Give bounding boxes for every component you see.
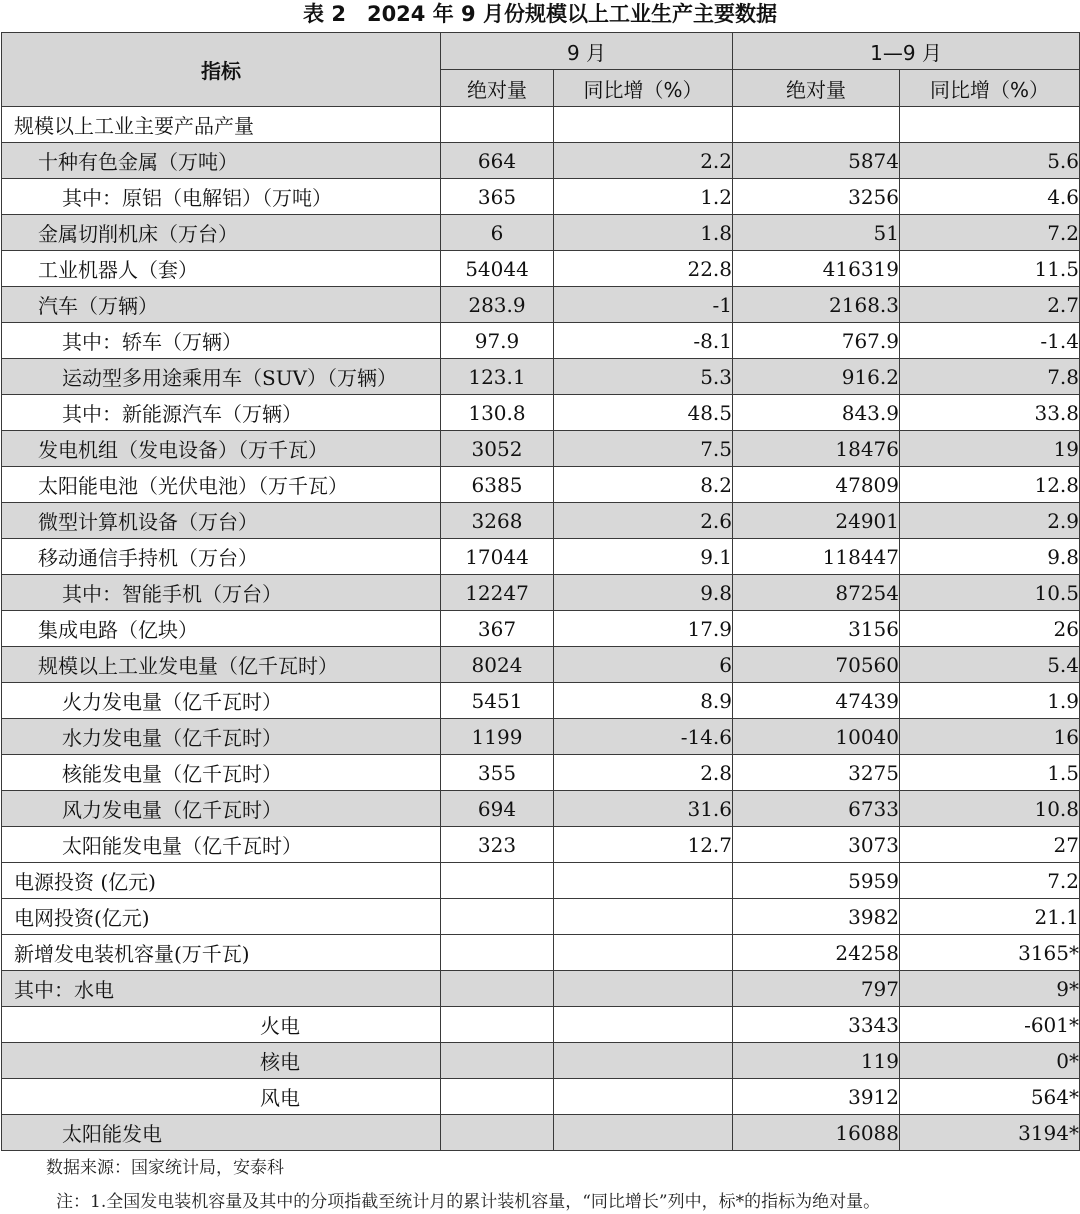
cell-yoy-ytd: 3165*: [900, 935, 1080, 971]
cell-abs-ytd: 24901: [733, 503, 900, 539]
cell-label: 十种有色金属（万吨）: [2, 143, 441, 179]
cell-yoy-ytd: 5.4: [900, 647, 1080, 683]
cell-yoy-ytd: 7.8: [900, 359, 1080, 395]
cell-abs-sep: [441, 107, 554, 143]
cell-abs-sep: 367: [441, 611, 554, 647]
header-yoy-sep: 同比增（%）: [554, 70, 733, 107]
cell-yoy-sep: 1.8: [554, 215, 733, 251]
cell-yoy-ytd: 19: [900, 431, 1080, 467]
cell-label: 金属切削机床（万台）: [2, 215, 441, 251]
header-abs-ytd: 绝对量: [733, 70, 900, 107]
cell-abs-ytd: 3275: [733, 755, 900, 791]
cell-yoy-ytd: 3194*: [900, 1115, 1080, 1151]
cell-yoy-ytd: 10.8: [900, 791, 1080, 827]
cell-abs-sep: 283.9: [441, 287, 554, 323]
cell-abs-sep: 6: [441, 215, 554, 251]
table-row: [2, 1043, 1080, 1079]
cell-yoy-sep: 8.2: [554, 467, 733, 503]
cell-yoy-ytd: 4.6: [900, 179, 1080, 215]
table-row: [2, 683, 1080, 719]
table-row: [2, 107, 1080, 143]
cell-abs-ytd: 5874: [733, 143, 900, 179]
cell-yoy-sep: -1: [554, 287, 733, 323]
cell-label: 规模以上工业主要产品产量: [2, 107, 441, 143]
table-row: [2, 431, 1080, 467]
cell-abs-sep: 54044: [441, 251, 554, 287]
cell-abs-sep: 97.9: [441, 323, 554, 359]
table-row: [2, 503, 1080, 539]
cell-yoy-ytd: 564*: [900, 1079, 1080, 1115]
cell-label: 其中：原铝（电解铝）（万吨）: [2, 179, 441, 215]
cell-yoy-ytd: 16: [900, 719, 1080, 755]
cell-label: 微型计算机设备（万台）: [2, 503, 441, 539]
cell-yoy-sep: -8.1: [554, 323, 733, 359]
cell-yoy-ytd: 9.8: [900, 539, 1080, 575]
cell-label: 电网投资(亿元): [2, 899, 441, 935]
table-row: [2, 899, 1080, 935]
cell-yoy-sep: 12.7: [554, 827, 733, 863]
cell-label: 太阳能发电量（亿千瓦时）: [2, 827, 441, 863]
cell-yoy-ytd: 11.5: [900, 251, 1080, 287]
cell-yoy-sep: [554, 1043, 733, 1079]
cell-abs-sep: 6385: [441, 467, 554, 503]
cell-abs-ytd: 3256: [733, 179, 900, 215]
cell-abs-ytd: 70560: [733, 647, 900, 683]
cell-yoy-sep: 6: [554, 647, 733, 683]
cell-abs-sep: 3268: [441, 503, 554, 539]
cell-yoy-sep: -14.6: [554, 719, 733, 755]
cell-label: 工业机器人（套）: [2, 251, 441, 287]
cell-yoy-sep: [554, 1007, 733, 1043]
cell-label: 汽车（万辆）: [2, 287, 441, 323]
cell-yoy-sep: 7.5: [554, 431, 733, 467]
cell-abs-ytd: 16088: [733, 1115, 900, 1151]
cell-yoy-ytd: 12.8: [900, 467, 1080, 503]
cell-abs-ytd: 119: [733, 1043, 900, 1079]
cell-abs-ytd: 797: [733, 971, 900, 1007]
table-row: [2, 827, 1080, 863]
cell-abs-sep: 5451: [441, 683, 554, 719]
cell-abs-ytd: 6733: [733, 791, 900, 827]
cell-abs-ytd: 3156: [733, 611, 900, 647]
table-row: [2, 467, 1080, 503]
cell-abs-ytd: 87254: [733, 575, 900, 611]
cell-abs-sep: [441, 1115, 554, 1151]
cell-yoy-sep: [554, 107, 733, 143]
cell-abs-sep: [441, 899, 554, 935]
cell-label: 新增发电装机容量(万千瓦): [2, 935, 441, 971]
cell-yoy-ytd: 21.1: [900, 899, 1080, 935]
cell-yoy-sep: [554, 1079, 733, 1115]
cell-abs-ytd: 51: [733, 215, 900, 251]
cell-abs-ytd: 843.9: [733, 395, 900, 431]
cell-yoy-sep: 8.9: [554, 683, 733, 719]
cell-abs-sep: [441, 971, 554, 1007]
cell-label: 火电: [2, 1007, 441, 1043]
cell-yoy-sep: 5.3: [554, 359, 733, 395]
cell-label: 电源投资 (亿元): [2, 863, 441, 899]
cell-abs-sep: [441, 1079, 554, 1115]
cell-abs-sep: [441, 935, 554, 971]
cell-yoy-ytd: 9*: [900, 971, 1080, 1007]
cell-label: 其中：新能源汽车（万辆）: [2, 395, 441, 431]
cell-label: 其中：轿车（万辆）: [2, 323, 441, 359]
cell-abs-ytd: 3912: [733, 1079, 900, 1115]
cell-abs-sep: 17044: [441, 539, 554, 575]
cell-abs-ytd: 3073: [733, 827, 900, 863]
cell-yoy-sep: 17.9: [554, 611, 733, 647]
cell-yoy-sep: 9.1: [554, 539, 733, 575]
cell-abs-ytd: 10040: [733, 719, 900, 755]
cell-label: 风电: [2, 1079, 441, 1115]
cell-yoy-ytd: 27: [900, 827, 1080, 863]
cell-yoy-sep: 2.2: [554, 143, 733, 179]
cell-yoy-sep: [554, 899, 733, 935]
cell-label: 其中：水电: [2, 971, 441, 1007]
cell-abs-ytd: 767.9: [733, 323, 900, 359]
cell-abs-sep: 3052: [441, 431, 554, 467]
table-row: [2, 755, 1080, 791]
cell-abs-ytd: 24258: [733, 935, 900, 971]
cell-abs-sep: 355: [441, 755, 554, 791]
cell-yoy-ytd: 2.9: [900, 503, 1080, 539]
cell-yoy-ytd: 10.5: [900, 575, 1080, 611]
cell-abs-sep: [441, 863, 554, 899]
table-row: [2, 251, 1080, 287]
cell-label: 核电: [2, 1043, 441, 1079]
header-period-sep: 9 月: [441, 33, 733, 70]
cell-yoy-sep: 9.8: [554, 575, 733, 611]
cell-abs-sep: 130.8: [441, 395, 554, 431]
cell-yoy-sep: 2.6: [554, 503, 733, 539]
cell-abs-ytd: 916.2: [733, 359, 900, 395]
cell-yoy-sep: 31.6: [554, 791, 733, 827]
table-row: [2, 611, 1080, 647]
cell-yoy-sep: [554, 971, 733, 1007]
cell-yoy-ytd: 1.9: [900, 683, 1080, 719]
cell-abs-sep: [441, 1007, 554, 1043]
cell-abs-sep: 1199: [441, 719, 554, 755]
cell-yoy-sep: 22.8: [554, 251, 733, 287]
cell-abs-sep: 664: [441, 143, 554, 179]
data-table: [1, 32, 1080, 1151]
cell-yoy-sep: 2.8: [554, 755, 733, 791]
cell-label: 水力发电量（亿千瓦时）: [2, 719, 441, 755]
cell-abs-ytd: 18476: [733, 431, 900, 467]
cell-yoy-ytd: 2.7: [900, 287, 1080, 323]
table-row: [2, 1079, 1080, 1115]
table-row: [2, 1115, 1080, 1151]
table-row: [2, 791, 1080, 827]
cell-abs-sep: [441, 1043, 554, 1079]
table-row: [2, 935, 1080, 971]
cell-yoy-sep: [554, 863, 733, 899]
cell-abs-sep: 123.1: [441, 359, 554, 395]
cell-abs-sep: 323: [441, 827, 554, 863]
cell-label: 其中：智能手机（万台）: [2, 575, 441, 611]
cell-label: 规模以上工业发电量（亿千瓦时）: [2, 647, 441, 683]
cell-yoy-ytd: 26: [900, 611, 1080, 647]
cell-abs-ytd: 3343: [733, 1007, 900, 1043]
cell-yoy-ytd: -601*: [900, 1007, 1080, 1043]
cell-abs-ytd: 47809: [733, 467, 900, 503]
cell-label: 发电机组（发电设备）（万千瓦）: [2, 431, 441, 467]
cell-yoy-ytd: 7.2: [900, 863, 1080, 899]
table-row: [2, 359, 1080, 395]
table-row: [2, 863, 1080, 899]
cell-yoy-ytd: 5.6: [900, 143, 1080, 179]
data-source: 数据来源：国家统计局，安泰科: [46, 1158, 284, 1178]
cell-abs-sep: 12247: [441, 575, 554, 611]
table-row: [2, 575, 1080, 611]
table-row: [2, 971, 1080, 1007]
table-body: [2, 107, 1080, 1151]
header-period-ytd: 1—9 月: [733, 33, 1080, 70]
footnote: 注：1.全国发电装机容量及其中的分项指截至统计月的累计装机容量，“同比增长”列中，标*的指标为绝对量。: [56, 1192, 881, 1212]
table-row: [2, 395, 1080, 431]
cell-yoy-ytd: [900, 107, 1080, 143]
table-title: 表 2 2024 年 9 月份规模以上工业生产主要数据: [303, 2, 777, 26]
cell-label: 太阳能电池（光伏电池）（万千瓦）: [2, 467, 441, 503]
cell-label: 移动通信手持机（万台）: [2, 539, 441, 575]
cell-label: 火力发电量（亿千瓦时）: [2, 683, 441, 719]
table-row: [2, 323, 1080, 359]
cell-abs-sep: 365: [441, 179, 554, 215]
cell-abs-ytd: 118447: [733, 539, 900, 575]
table-row: [2, 539, 1080, 575]
cell-yoy-ytd: 1.5: [900, 755, 1080, 791]
header-abs-sep: 绝对量: [441, 70, 554, 107]
cell-yoy-ytd: 0*: [900, 1043, 1080, 1079]
table-row: [2, 179, 1080, 215]
table-row: [2, 143, 1080, 179]
cell-yoy-sep: [554, 1115, 733, 1151]
cell-abs-ytd: 2168.3: [733, 287, 900, 323]
header-yoy-ytd: 同比增（%）: [900, 70, 1080, 107]
cell-label: 太阳能发电: [2, 1115, 441, 1151]
header-indicator: 指标: [2, 33, 441, 107]
cell-abs-ytd: 3982: [733, 899, 900, 935]
table-row: [2, 1007, 1080, 1043]
table-row: [2, 215, 1080, 251]
cell-abs-ytd: 47439: [733, 683, 900, 719]
table-row: [2, 287, 1080, 323]
cell-abs-ytd: 416319: [733, 251, 900, 287]
cell-label: 风力发电量（亿千瓦时）: [2, 791, 441, 827]
cell-yoy-ytd: 33.8: [900, 395, 1080, 431]
cell-label: 核能发电量（亿千瓦时）: [2, 755, 441, 791]
cell-label: 集成电路（亿块）: [2, 611, 441, 647]
cell-yoy-sep: 1.2: [554, 179, 733, 215]
table-row: [2, 647, 1080, 683]
cell-yoy-sep: [554, 935, 733, 971]
cell-label: 运动型多用途乘用车（SUV）（万辆）: [2, 359, 441, 395]
cell-abs-ytd: 5959: [733, 863, 900, 899]
cell-yoy-sep: 48.5: [554, 395, 733, 431]
table-row: [2, 719, 1080, 755]
cell-yoy-ytd: -1.4: [900, 323, 1080, 359]
cell-abs-sep: 8024: [441, 647, 554, 683]
cell-abs-sep: 694: [441, 791, 554, 827]
table-header: [2, 33, 1080, 107]
cell-abs-ytd: [733, 107, 900, 143]
cell-yoy-ytd: 7.2: [900, 215, 1080, 251]
